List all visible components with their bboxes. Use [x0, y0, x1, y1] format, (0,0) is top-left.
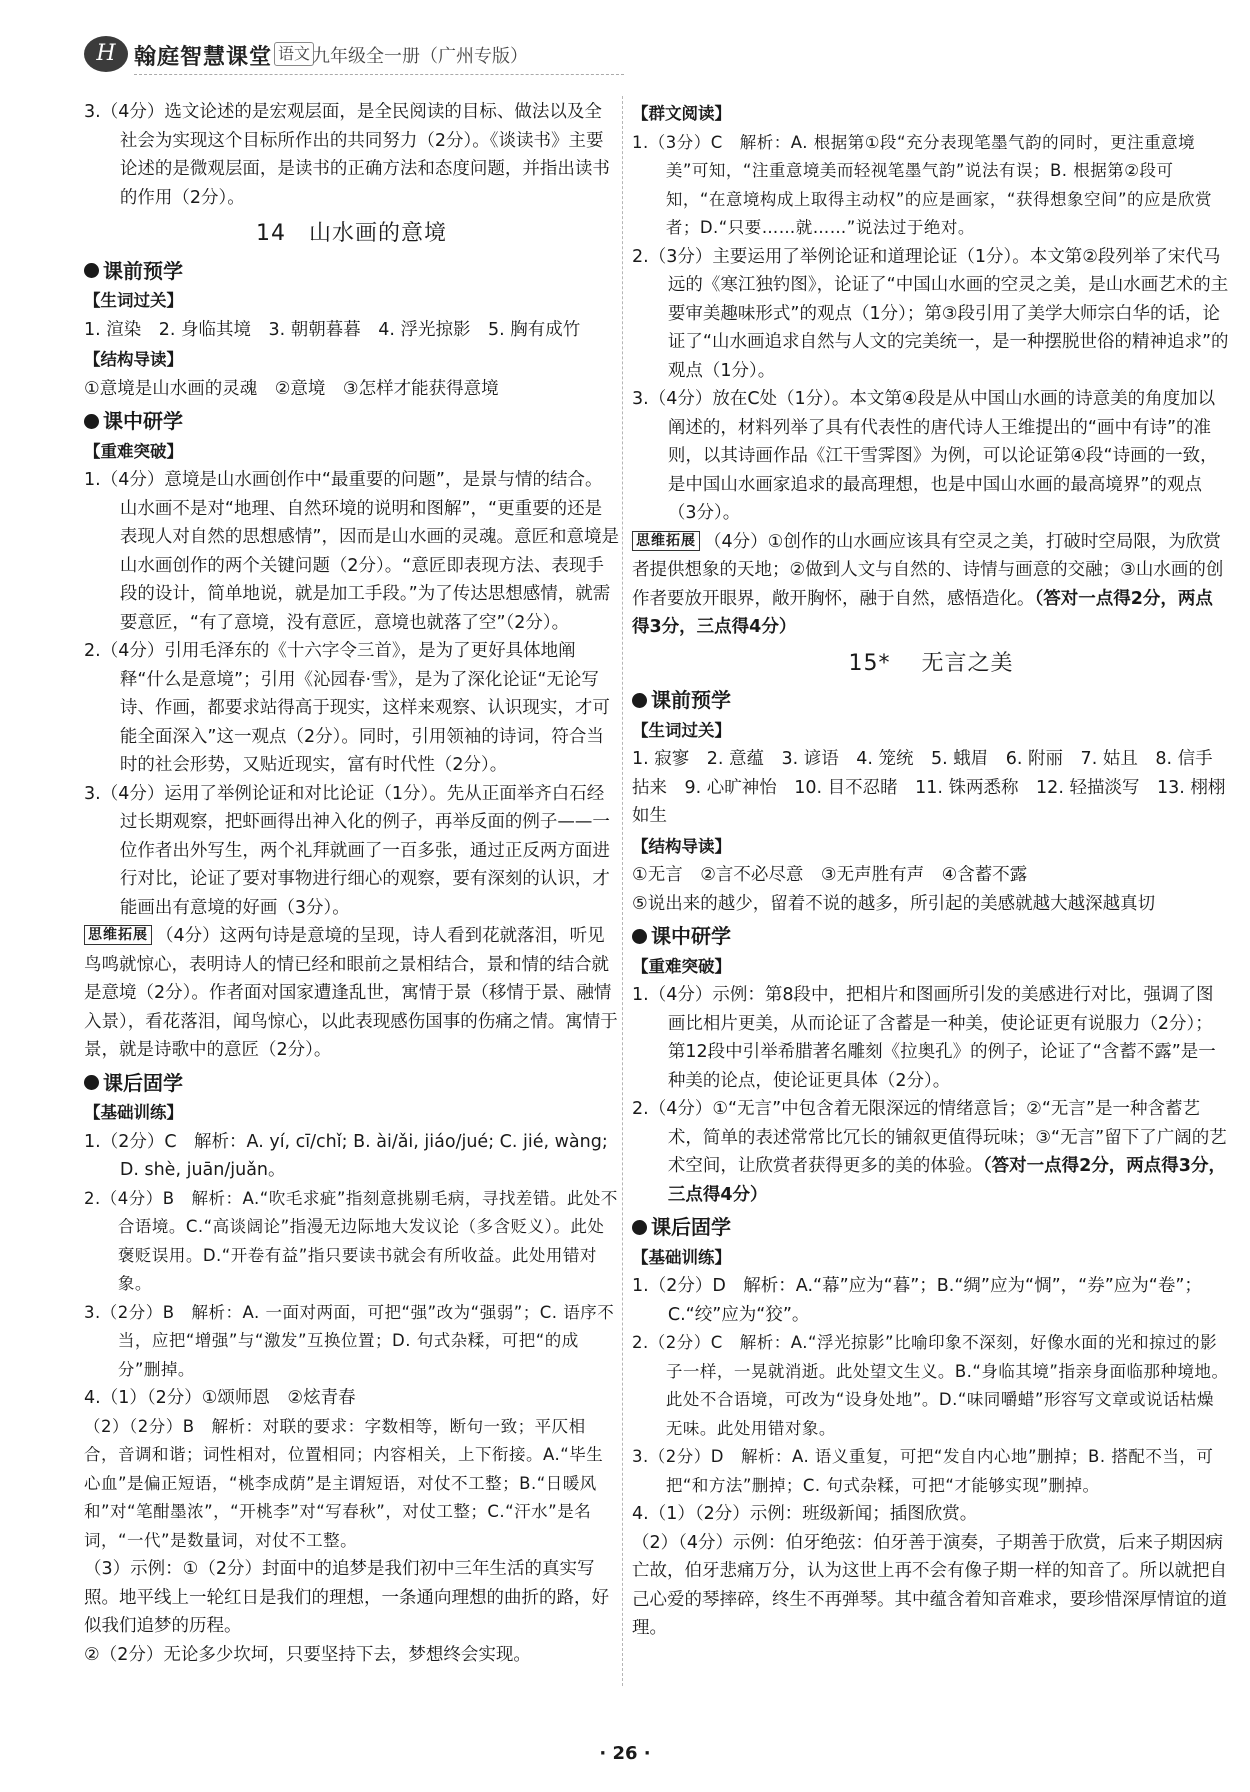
lesson-14-title: 14 山水画的意境	[256, 221, 447, 246]
section-bullet-icon	[632, 693, 647, 708]
key-answer-1: 1.（4分）示例：第8段中，把相片和图画所引发的美感进行对比，强调了图画比相片更美，从而论证了含蓄是一种美，使论证更有说服力（2分）；第12段中引举希腊著名雕刻《拉奥孔》的例子，论证了“含蓄不露”是一种美的论点，使论证更具体（2分）。	[632, 985, 1216, 1091]
right-column	[632, 98, 1230, 1643]
section-bullet-icon	[84, 414, 99, 429]
basic-answer-2: 2.（2分）C 解析：A.“浮光掠影”比喻印象不深刻，好像水面的光和掠过的影子一样，一晃就消逝。此处望文生义。B.“身临其境”指亲身面临那种境地。此处不合语境，可改为“设身处地”。D.“味同嚼蜡”形容写文章或说话枯燥无味。此处用错对象。	[632, 1333, 1229, 1438]
key-answer-2	[632, 1095, 1230, 1209]
section-pre-study	[632, 686, 1230, 715]
thinking-text: （4分）这两句诗是意境的呈现，诗人看到花就落泪，听见鸟鸣就惊心，表明诗人的情已经和眼前之景相结合，景和情的结合就是意境（2分）。作者面对国家遭逢乱世，寓情于景（移情于景、融情入景），看花落泪，闻鸟惊心，以此表现感伤国事的伤痛之情。寓情于景，就是诗歌中的意匠（2分）。	[84, 926, 618, 1060]
brand-name: 翰庭智慧课堂	[134, 45, 273, 70]
section-label: 课后固学	[103, 1070, 183, 1095]
thinking-score: （答对一点得2分，两点得3分，三点得4分）	[632, 588, 1213, 637]
sub-words: 【生词过关】	[84, 291, 183, 310]
group-answer-1: 1.（3分）C 解析：A. 根据第①段“充分表现笔墨气韵的同时，更注重意境美”可知，“注重意境美而轻视笔墨气韵”说法有误；B. 根据第②段可知，“在意境构成上取得主动权”的应是画家，“获得想象空间”的应是欣赏者；D.“只要……就……”说法过于绝对。	[632, 132, 1213, 237]
basic-answer-4-2: （2）（4分）示例：伯牙绝弦：伯牙善于演奏，子期善于欣赏，后来子期因病亡故，伯牙悲痛万分，认为这世上再不会有像子期一样的知音了。所以就把自己心爱的琴摔碎，终生不再弹琴。其中蕴含着知音难求，要珍惜深厚情谊的道理。	[632, 1532, 1227, 1638]
lesson-15-title: 15* 无言之美	[848, 650, 1014, 676]
section-bullet-icon	[632, 929, 647, 944]
section-pre-study	[84, 257, 619, 286]
page-number: · 26 ·	[599, 1743, 651, 1764]
section-post-study	[84, 1069, 619, 1098]
thinking-text: （4分）①创作的山水画应该具有空灵之美，打破时空局限，为欣赏者提供想象的天地；②做到人文与自然的、诗情与画意的交融；③山水画的创作者要放开眼界，敞开胸怀，融于自然，感悟造化。	[632, 531, 1224, 609]
structure-answers-b: ⑤说出来的越少，留着不说的越多，所引起的美感就越大越深越真切	[632, 893, 1156, 914]
section-bullet-icon	[84, 1075, 99, 1090]
section-label: 课后固学	[651, 1215, 731, 1239]
basic-answer-4-1: 4.（1）（2分）示例：班级新闻；插图欣赏。	[632, 1504, 978, 1524]
basic-answer-1: 1.（2分）C 解析：A. yí, cī/chǐ; B. ài/ǎi, jiáo/jué; C. jié, wàng; D. shè, juān/juǎn。	[84, 1131, 608, 1180]
key-answer-2-score: （答对一点得2分，两点得3分，三点得4分）	[667, 1156, 1226, 1205]
section-bullet-icon	[84, 263, 99, 278]
thinking-tag: 思维拓展	[632, 531, 700, 551]
sub-structure: 【结构导读】	[84, 350, 183, 369]
basic-answer-3: 3.（2分）D 解析：A. 语义重复，可把“发自内心地”删掉；B. 搭配不当，可把“和方法”删掉；C. 句式杂糅，可把“才能够实现”删掉。	[632, 1447, 1214, 1495]
structure-answers: ①意境是山水画的灵魂 ②意境 ③怎样才能获得意境	[84, 378, 499, 399]
section-label: 课前预学	[651, 688, 731, 712]
group-answer-3: 3.（4分）放在C处（1分）。本文第④段是从中国山水画的诗意美的角度加以阐述的，材料列举了具有代表性的唐代诗人王维提出的“画中有诗”的准则，以其诗画作品《江干雪霁图》为例，可以论证第④段“诗画的一致，是中国山水画家追求的最高理想，也是中国山水画的最高境界”的观点（3分）。	[632, 389, 1218, 523]
key-answer-2: 2.（4分）引用毛泽东的《十六字令三首》，是为了更好具体地阐释“什么是意境”；引用《沁园春·雪》，是为了深化论证“无论写诗、作画，都要求站得高于现实，这样来观察、认识现实，才可能全面深入”这一观点（2分）。同时，引用领袖的诗词，符合当时的社会形势，又贴近现实，富有时代性（2分）。	[84, 641, 610, 775]
group-answer-2: 2.（3分）主要运用了举例论证和道理论证（1分）。本文第②段列举了宋代马远的《寒江独钓图》，论证了“中国山水画的空灵之美，是山水画艺术的主要审美趣味形式”的观点（1分）；第③段引用了美学大师宗白华的话，论证了“山水画追求自然与人文的完美统一，是一种摆脱世俗的精神追求”的观点（1分）。	[632, 246, 1229, 381]
sub-structure: 【结构导读】	[632, 836, 731, 856]
section-bullet-icon	[632, 1220, 647, 1235]
subject-badge: 语文	[274, 42, 314, 66]
words-answers: 1. 渲染 2. 身临其境 3. 朝朝暮暮 4. 浮光掠影 5. 胸有成竹	[84, 319, 581, 340]
basic-answer-3: 3.（2分）B 解析：A. 一面对两面，可把“强”改为“强弱”；C. 语序不当，应把“增强”与“激发”互换位置；D. 句式杂糅，可把“的成分”删掉。	[84, 1302, 615, 1379]
section-mid-study	[632, 922, 1230, 951]
basic-answer-4-1: 4.（1）（2分）①颂师恩 ②炫青春	[84, 1388, 356, 1408]
sub-key-points: 【重难突破】	[632, 956, 731, 976]
left-column	[84, 98, 619, 1669]
basic-answer-4-3b: ②（2分）无论多少坎坷，只要坚持下去，梦想终会实现。	[84, 1644, 531, 1665]
basic-answer-4-3: （3）示例：①（2分）封面中的追梦是我们初中三年生活的真实写照。地平线上一轮红日是我们的理想，一条通向理想的曲折的路，好似我们追梦的历程。	[84, 1559, 609, 1636]
section-label: 课前预学	[103, 258, 183, 283]
sub-words: 【生词过关】	[632, 720, 731, 740]
column-divider	[622, 96, 623, 1686]
basic-answer-4-2: （2）（2分）B 解析：对联的要求：字数相等，断句一致；平仄相合，音调和谐；词性相对，位置相同；内容相关，上下衔接。A.“毕生心血”是偏正短语，“桃李成荫”是主谓短语，对仗不工整；B.“日暖风和”对“笔酣墨浓”，“开桃李”对“写春秋”，对仗工整；C.“汗水”是名词，“一代”是数量词，对仗不工整。	[84, 1416, 604, 1550]
key-answer-2-text: 2.（4分）①“无言”中包含着无限深远的情绪意旨；②“无言”是一种含蓄艺术，简单的表述常常比冗长的铺叙更值得玩味；③“无言”留下了广阔的艺术空间，让欣赏者获得更多的美的体验。	[632, 1099, 1227, 1176]
key-answer-1: 1.（4分）意境是山水画创作中“最重要的问题”，是景与情的结合。山水画不是对“地理、自然环境的说明和图解”，“更重要的还是表现人对自然的思想感情”，因而是山水画的灵魂。意匠和意境是山水画创作的两个关键问题（2分）。“意匠即表现方法、表现手段的设计，简单地说，就是加工手段。”为了传达思想感情，就需要意匠，“有了意境，没有意匠，意境也就落了空”（2分）。	[84, 470, 619, 633]
section-mid-study	[84, 407, 619, 436]
basic-answer-2: 2.（4分）B 解析：A.“吹毛求疵”指刻意挑剔毛病，寻找差错。此处不合语境。C.“高谈阔论”指漫无边际地大发议论（多含贬义）。此处褒贬误用。D.“开卷有益”指只要读书就会有所收益。此处用错对象。	[84, 1188, 618, 1293]
section-post-study	[632, 1213, 1230, 1242]
thinking-extension	[632, 528, 1230, 642]
basic-answer-1: 1.（2分）D 解析：A.“幕”应为“暮”；B.“绸”应为“惆”，“券”应为“卷”；C.“绞”应为“狡”。	[632, 1276, 1202, 1325]
sub-basic-training: 【基础训练】	[84, 1103, 183, 1122]
page-header	[84, 34, 544, 76]
section-label: 课中研学	[103, 409, 183, 433]
section-label: 课中研学	[651, 924, 731, 948]
thinking-extension	[84, 922, 619, 1065]
words-answers: 1. 寂寥 2. 意蕴 3. 谚语 4. 笼统 5. 蛾眉 6. 附丽 7. 姑且 8. 信手拈来 9. 心旷神怡 10. 目不忍睹 11. 铢两悉称 12. 轻描淡写 13. 栩栩如生	[632, 749, 1226, 826]
brand-logo-icon: H	[84, 36, 128, 72]
structure-answers-a: ①无言 ②言不必尽意 ③无声胜有声 ④含蓄不露	[632, 865, 1028, 885]
sub-basic-training: 【基础训练】	[632, 1247, 731, 1267]
sub-group-reading: 【群文阅读】	[632, 104, 731, 123]
header-divider	[134, 74, 624, 75]
thinking-tag: 思维拓展	[84, 925, 152, 945]
sub-key-points: 【重难突破】	[84, 441, 183, 461]
book-subtitle: 九年级全一册（广州专版）	[312, 46, 528, 67]
prev-answer-3: 3.（4分）选文论述的是宏观层面，是全民阅读的目标、做法以及全社会为实现这个目标所作出的共同努力（2分）。《谈读书》主要论述的是微观层面，是读书的正确方法和态度问题，并指出读书的作用（2分）。	[84, 102, 610, 208]
key-answer-3: 3.（4分）运用了举例论证和对比论证（1分）。先从正面举齐白石经过长期观察，把虾画得出神入化的例子，再举反面的例子——一位作者出外写生，两个礼拜就画了一百多张，通过正反两方面进行对比，论证了要对事物进行细心的观察，要有深刻的认识，才能画出有意境的好画（3分）。	[84, 783, 610, 918]
